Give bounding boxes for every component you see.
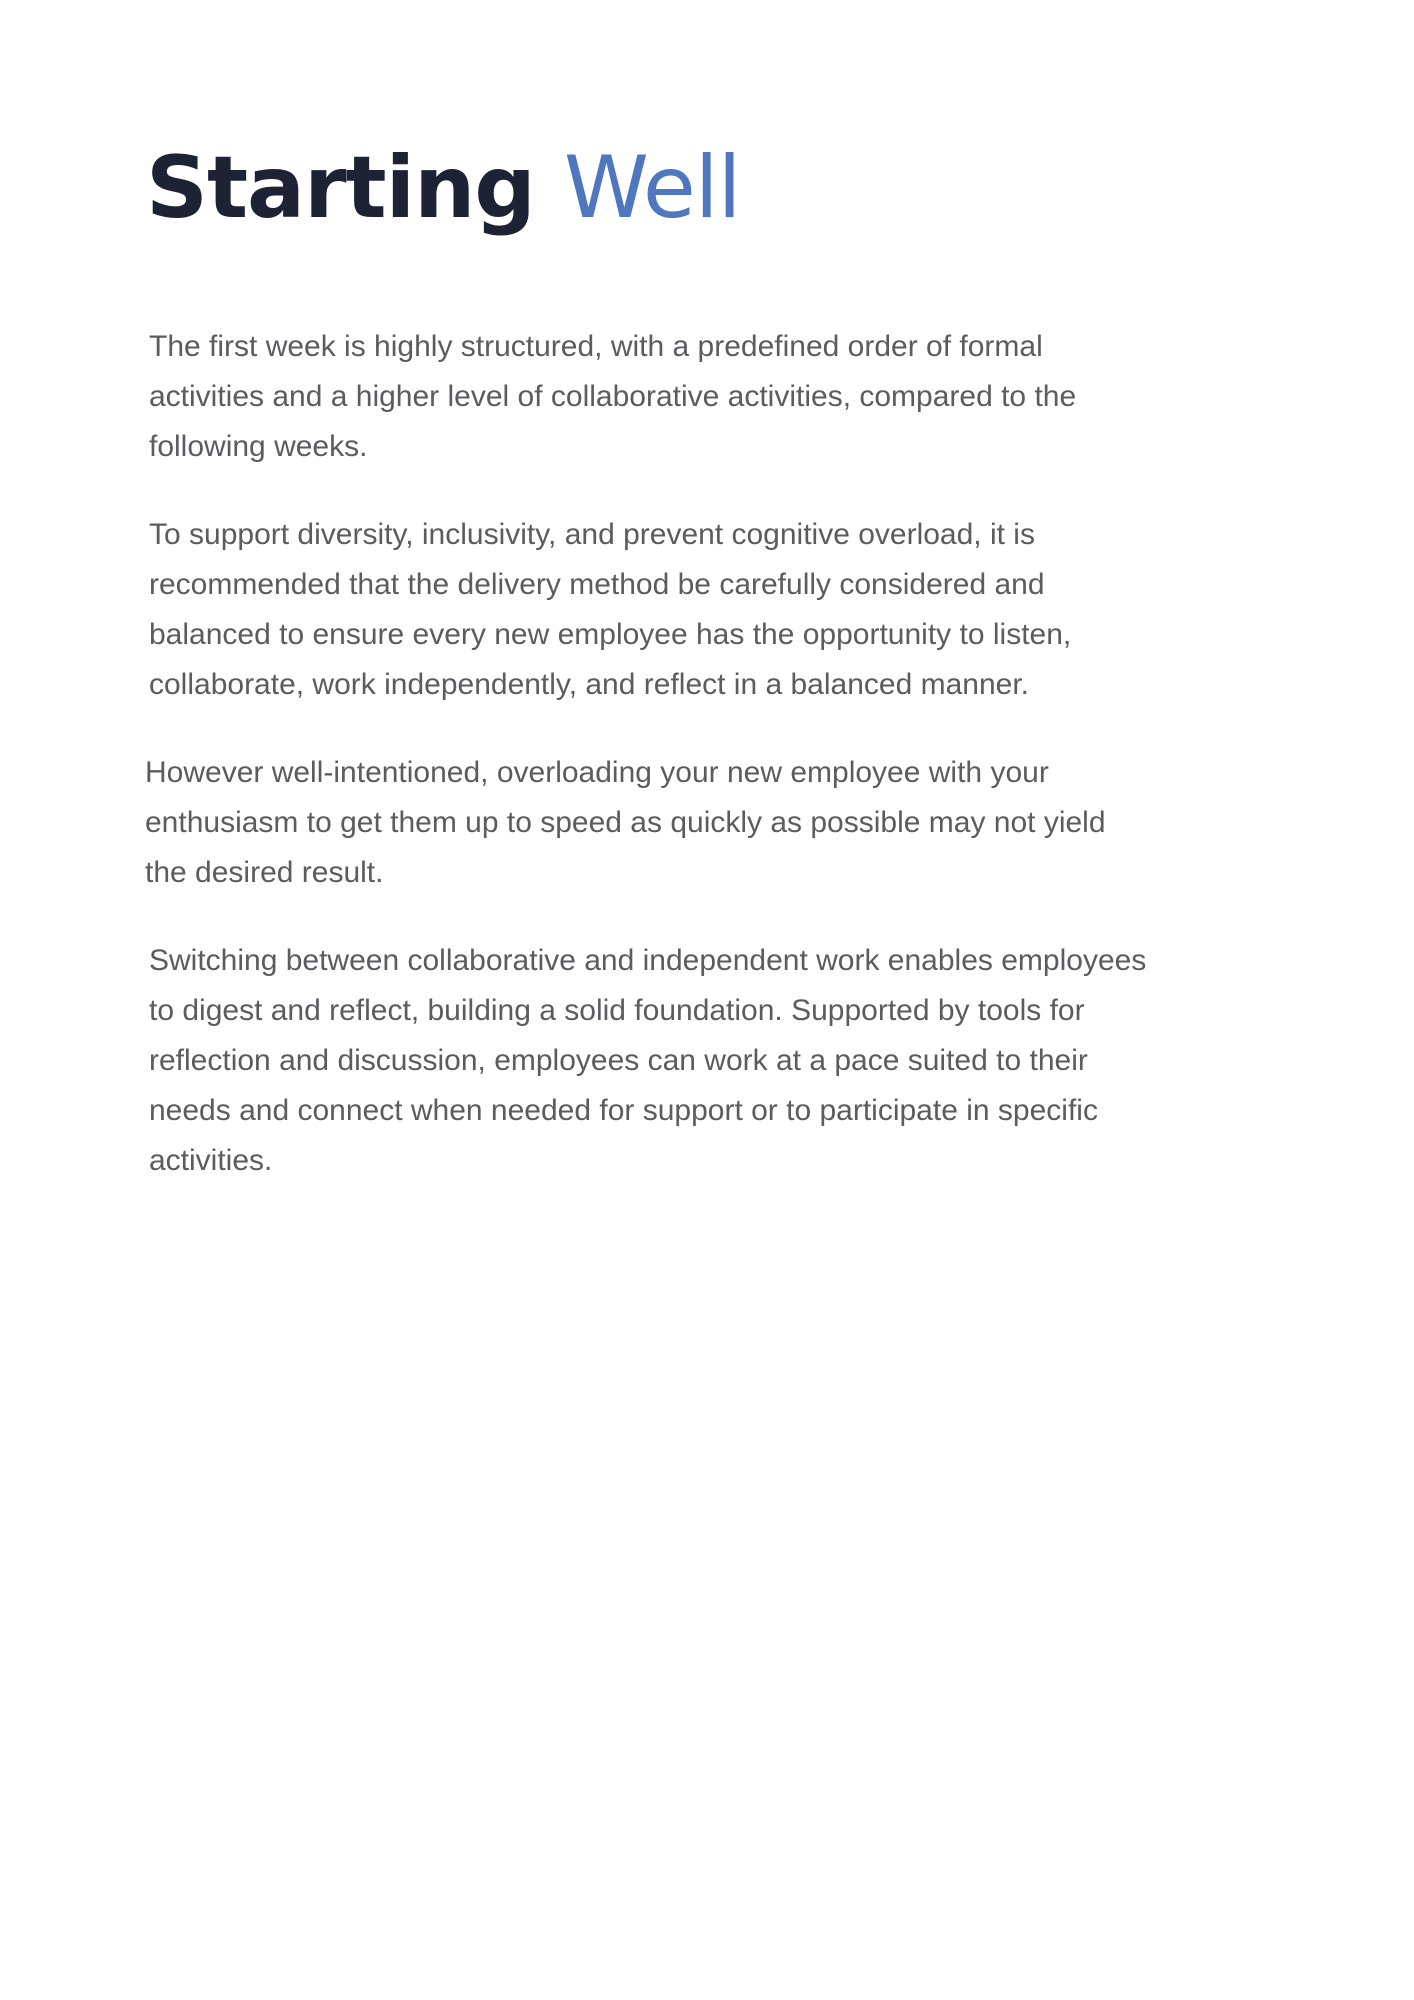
page-title-accent: Well bbox=[563, 138, 741, 238]
paragraph-1: The first week is highly structured, with a predefined order of formal activities and a higher level of collaborative activities, compared to the following weeks. bbox=[149, 330, 1077, 463]
paragraph-2: To support diversity, inclusivity, and prevent cognitive overload, it is recommended that the delivery method be carefully considered and balanced to ensure every new employee has the opportunity to listen, collaborate, work independently, and reflect in a balanced manner. bbox=[149, 518, 1072, 701]
page-title-bold: Starting bbox=[146, 138, 535, 238]
body-text bbox=[145, 322, 1149, 1224]
paragraph-4: Switching between collaborative and independent work enables employees to digest and reflect, building a solid foundation. Supported by tools for reflection and discussion, employees can work at a pace suited to their needs and connect when needed for support or to participate in specific activities. bbox=[149, 944, 1147, 1177]
page-title bbox=[146, 128, 741, 248]
paragraph-3: However well-intentioned, overloading your new employee with your enthusiasm to get them up to speed as quickly as possible may not yield the desired result. bbox=[145, 756, 1106, 889]
